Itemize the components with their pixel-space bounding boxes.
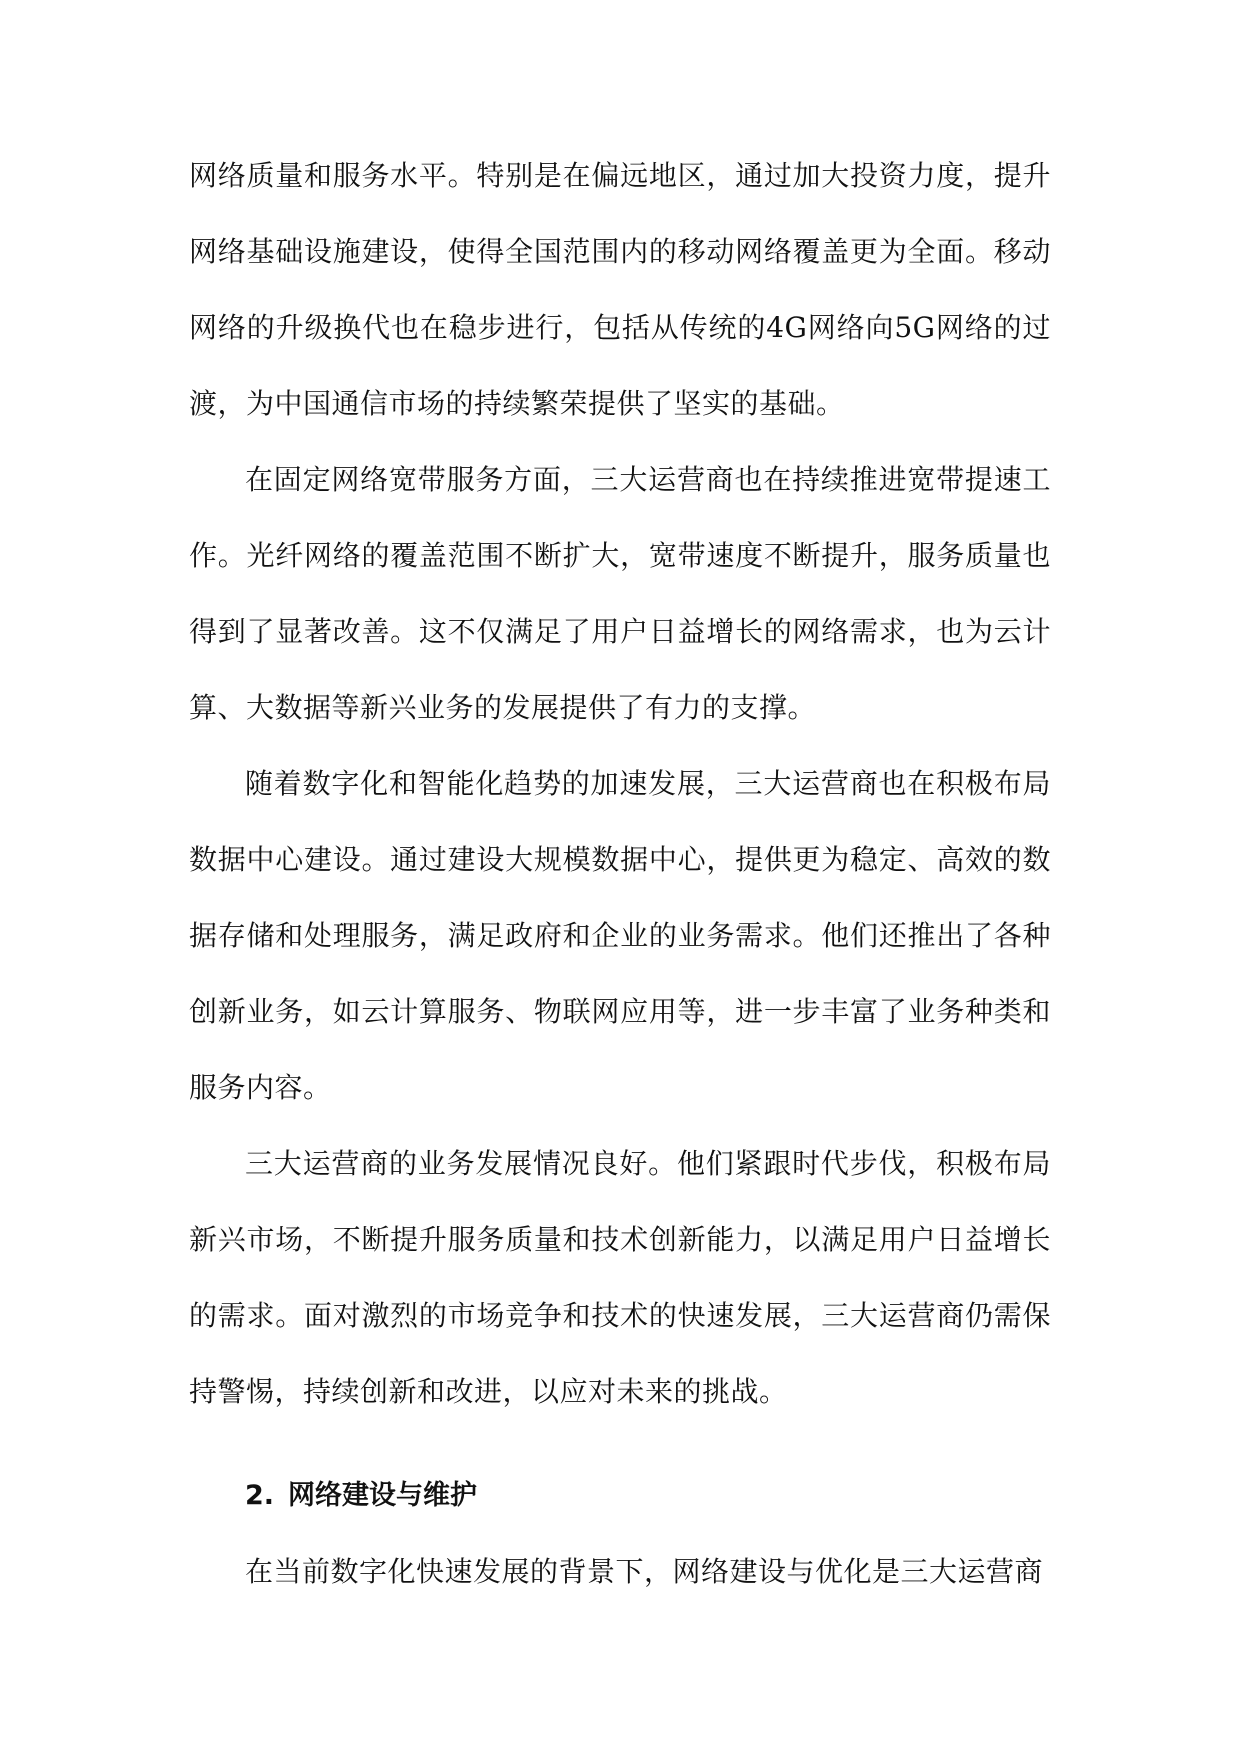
section-number: 2. <box>245 1480 275 1511</box>
paragraph-network-construction: 在当前数字化快速发展的背景下，网络建设与优化是三大运营商 <box>245 1555 1044 1588</box>
section-heading <box>189 1458 1051 1534</box>
document-body <box>189 138 1051 1610</box>
section-title: 网络建设与维护 <box>288 1480 478 1511</box>
paragraph-fixed-broadband: 在固定网络宽带服务方面，三大运营商也在持续推进宽带提速工作。光纤网络的覆盖范围不断扩大，宽带速度不断提升，服务质量也得到了显著改善。这不仅满足了用户日益增长的网络需求，也为云计算、大数据等新兴业务的发展提供了有力的支撑。 <box>189 463 1051 724</box>
paragraph-continued: 网络质量和服务水平。特别是在偏远地区，通过加大投资力度，提升网络基础设施建设，使得全国范围内的移动网络覆盖更为全面。移动网络的升级换代也在稳步进行，包括从传统的4G网络向5G网络的过渡，为中国通信市场的持续繁荣提供了坚实的基础。 <box>189 159 1051 420</box>
paragraph-business-summary: 三大运营商的业务发展情况良好。他们紧跟时代步伐，积极布局新兴市场，不断提升服务质量和技术创新能力，以满足用户日益增长的需求。面对激烈的市场竞争和技术的快速发展，三大运营商仍需保持警惕，持续创新和改进，以应对未来的挑战。 <box>189 1147 1051 1408</box>
paragraph-data-center: 随着数字化和智能化趋势的加速发展，三大运营商也在积极布局数据中心建设。通过建设大规模数据中心，提供更为稳定、高效的数据存储和处理服务，满足政府和企业的业务需求。他们还推出了各种创新业务，如云计算服务、物联网应用等，进一步丰富了业务种类和服务内容。 <box>189 767 1051 1104</box>
